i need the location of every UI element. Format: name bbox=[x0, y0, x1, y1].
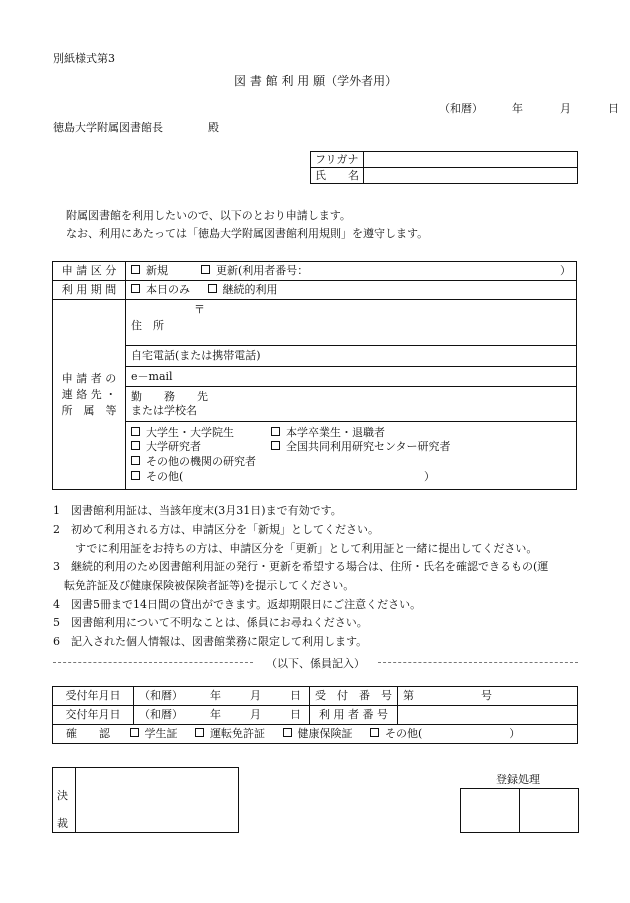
period-today-option[interactable] bbox=[131, 283, 190, 296]
affiliation-other-institution-label: その他の機関の研究者 bbox=[146, 455, 256, 468]
divider bbox=[126, 366, 576, 367]
contact-label-line-3: 所 属 等 bbox=[61, 403, 117, 417]
registration-label: 登録処理 bbox=[496, 773, 540, 786]
receipt-number-cell[interactable] bbox=[398, 687, 578, 706]
affiliation-alumni-label: 本学卒業生・退職者 bbox=[286, 426, 385, 439]
name-label: 氏 名 bbox=[311, 168, 364, 184]
note-5: 5 図書館利用について不明なことは、係員にお尋ねください。 bbox=[53, 616, 368, 629]
received-date-cell[interactable] bbox=[134, 687, 310, 706]
type-renewal-option[interactable] bbox=[201, 264, 308, 277]
note-3: 3 継続的利用のため図書館利用証の発行・更新を希望する場合は、住所・氏名を確認できるもの(運 bbox=[53, 560, 549, 573]
confirm-license-option[interactable] bbox=[195, 727, 265, 740]
divider-left bbox=[53, 662, 253, 663]
staff-section-heading: （以下、係員記入） bbox=[266, 657, 365, 670]
approval-box[interactable] bbox=[52, 767, 239, 833]
affiliation-other-close: ） bbox=[424, 470, 435, 483]
checkbox[interactable] bbox=[131, 441, 140, 450]
form-number: 別紙様式第3 bbox=[53, 52, 115, 65]
confirm-other-label: その他( bbox=[385, 727, 423, 740]
email-label: e－mail bbox=[131, 370, 173, 383]
checkbox[interactable] bbox=[130, 728, 139, 737]
intro-line-1: 附属図書館を利用したいので、以下のとおり申請します。 bbox=[66, 209, 351, 222]
affiliation-other-option[interactable] bbox=[131, 470, 183, 484]
application-table bbox=[52, 261, 577, 490]
confirm-other-close: ） bbox=[509, 727, 521, 740]
checkbox[interactable] bbox=[195, 728, 204, 737]
note-3-continued: 転免許証及び健康保険被保険者証等)を提示してください。 bbox=[53, 579, 355, 592]
workplace-label: 勤 務 先 bbox=[131, 390, 208, 403]
confirm-insurance-label: 健康保険証 bbox=[297, 727, 353, 740]
checkbox[interactable] bbox=[271, 427, 280, 436]
receipt-number-prefix: 第 bbox=[403, 689, 414, 702]
affiliation-other-label: その他( bbox=[146, 470, 184, 483]
issued-month: 月 bbox=[250, 708, 261, 721]
date-year: 年 bbox=[512, 102, 523, 115]
application-type-cell bbox=[126, 262, 577, 281]
checkbox[interactable] bbox=[131, 471, 140, 480]
divider-right bbox=[378, 662, 578, 663]
divider bbox=[126, 386, 576, 387]
date-month: 月 bbox=[560, 102, 571, 115]
note-2-continued: すでに利用証をお持ちの方は、申請区分を「更新」として利用証と一緒に提出してください。 bbox=[53, 542, 538, 555]
divider bbox=[126, 421, 576, 422]
addressee-name: 徳島大学附属図書館長 bbox=[53, 121, 163, 134]
contact-label-line-2: 連 絡 先 ・ bbox=[61, 387, 117, 401]
received-era: （和暦） bbox=[139, 689, 183, 702]
user-number-label: 利 用 者 番 号 bbox=[310, 706, 398, 725]
checkbox[interactable] bbox=[271, 441, 280, 450]
note-6: 6 記入された個人情報は、図書館業務に限定して利用します。 bbox=[53, 635, 368, 648]
checkbox[interactable] bbox=[208, 284, 217, 293]
checkbox[interactable] bbox=[131, 265, 140, 274]
registration-box[interactable] bbox=[460, 788, 579, 833]
date-era: （和暦） bbox=[439, 102, 483, 115]
issued-day: 日 bbox=[290, 708, 301, 721]
checkbox[interactable] bbox=[131, 427, 140, 436]
received-month: 月 bbox=[250, 689, 261, 702]
affiliation-researcher-option[interactable] bbox=[131, 440, 201, 454]
type-new-option[interactable] bbox=[131, 264, 168, 277]
period-today-label: 本日のみ bbox=[146, 283, 190, 296]
school-label: または学校名 bbox=[131, 404, 197, 417]
checkbox[interactable] bbox=[370, 728, 379, 737]
staff-table bbox=[52, 686, 578, 744]
date-line bbox=[439, 100, 619, 116]
issued-date-label: 交付年月日 bbox=[53, 706, 134, 725]
usage-period-cell bbox=[126, 281, 577, 300]
addressee-honorific: 殿 bbox=[208, 121, 219, 134]
checkbox[interactable] bbox=[131, 456, 140, 465]
affiliation-alumni-option[interactable] bbox=[271, 426, 385, 440]
user-number-cell[interactable] bbox=[398, 706, 578, 725]
confirm-license-label: 運転免許証 bbox=[210, 727, 265, 740]
period-continuous-option[interactable] bbox=[208, 283, 278, 296]
furigana-field[interactable] bbox=[364, 152, 578, 168]
contact-details bbox=[126, 300, 577, 490]
confirm-other-option[interactable] bbox=[370, 727, 422, 740]
affiliation-student-label: 大学生・大学院生 bbox=[146, 426, 234, 439]
affiliation-student-option[interactable] bbox=[131, 426, 234, 440]
received-date-label: 受付年月日 bbox=[53, 687, 134, 706]
checkbox[interactable] bbox=[201, 265, 210, 274]
contact-label bbox=[53, 300, 126, 490]
confirm-student-id-label: 学生証 bbox=[144, 727, 178, 740]
affiliation-joint-label: 全国共同利用研究センター研究者 bbox=[286, 440, 451, 453]
usage-period-label: 利 用 期 間 bbox=[53, 281, 126, 300]
received-day: 日 bbox=[290, 689, 301, 702]
confirm-student-id-option[interactable] bbox=[130, 727, 178, 740]
type-renewal-label: 更新(利用者番号： bbox=[216, 264, 309, 277]
addressee bbox=[53, 119, 219, 135]
postal-mark: 〒 bbox=[194, 303, 205, 316]
registration-box-divider bbox=[519, 789, 520, 832]
approval-label: 決 裁 bbox=[57, 789, 79, 830]
furigana-label: フリガナ bbox=[311, 152, 364, 168]
name-field[interactable] bbox=[364, 168, 578, 184]
contact-label-line-1: 申 請 者 の bbox=[61, 371, 117, 385]
confirmation-label: 確 認 bbox=[66, 727, 110, 740]
note-4: 4 図書5冊まで14日間の貸出ができます。返却期限日にご注意ください。 bbox=[53, 598, 422, 611]
note-2: 2 初めて利用される方は、申請区分を「新規」としてください。 bbox=[53, 523, 379, 536]
issued-era: （和暦） bbox=[139, 708, 183, 721]
page-title: 図 書 館 利 用 願（学外者用） bbox=[234, 74, 398, 88]
address-label: 住 所 bbox=[131, 319, 164, 332]
receipt-number-label: 受 付 番 号 bbox=[310, 687, 398, 706]
confirmation-row bbox=[53, 725, 578, 744]
applicant-name-box bbox=[310, 151, 578, 184]
note-1: 1 図書館利用証は、当該年度末(3月31日)まで有効です。 bbox=[53, 504, 342, 517]
application-type-label: 申 請 区 分 bbox=[53, 262, 126, 281]
intro-line-2: なお、利用にあたっては「徳島大学附属図書館利用規則」を遵守します。 bbox=[66, 227, 429, 240]
type-renewal-close: ） bbox=[560, 264, 571, 277]
period-continuous-label: 継続的利用 bbox=[222, 283, 278, 296]
phone-label: 自宅電話(または携帯電話) bbox=[131, 349, 261, 362]
issued-date-cell[interactable] bbox=[134, 706, 310, 725]
divider bbox=[126, 345, 576, 346]
affiliation-researcher-label: 大学研究者 bbox=[146, 440, 201, 453]
affiliation-other-institution-option[interactable] bbox=[131, 455, 256, 469]
checkbox[interactable] bbox=[131, 284, 140, 293]
checkbox[interactable] bbox=[283, 728, 292, 737]
date-day: 日 bbox=[608, 102, 619, 115]
type-new-label: 新規 bbox=[146, 264, 168, 277]
confirm-insurance-option[interactable] bbox=[283, 727, 353, 740]
received-year: 年 bbox=[210, 689, 221, 702]
receipt-number-suffix: 号 bbox=[481, 689, 492, 702]
issued-year: 年 bbox=[210, 708, 221, 721]
affiliation-joint-option[interactable] bbox=[271, 440, 451, 454]
